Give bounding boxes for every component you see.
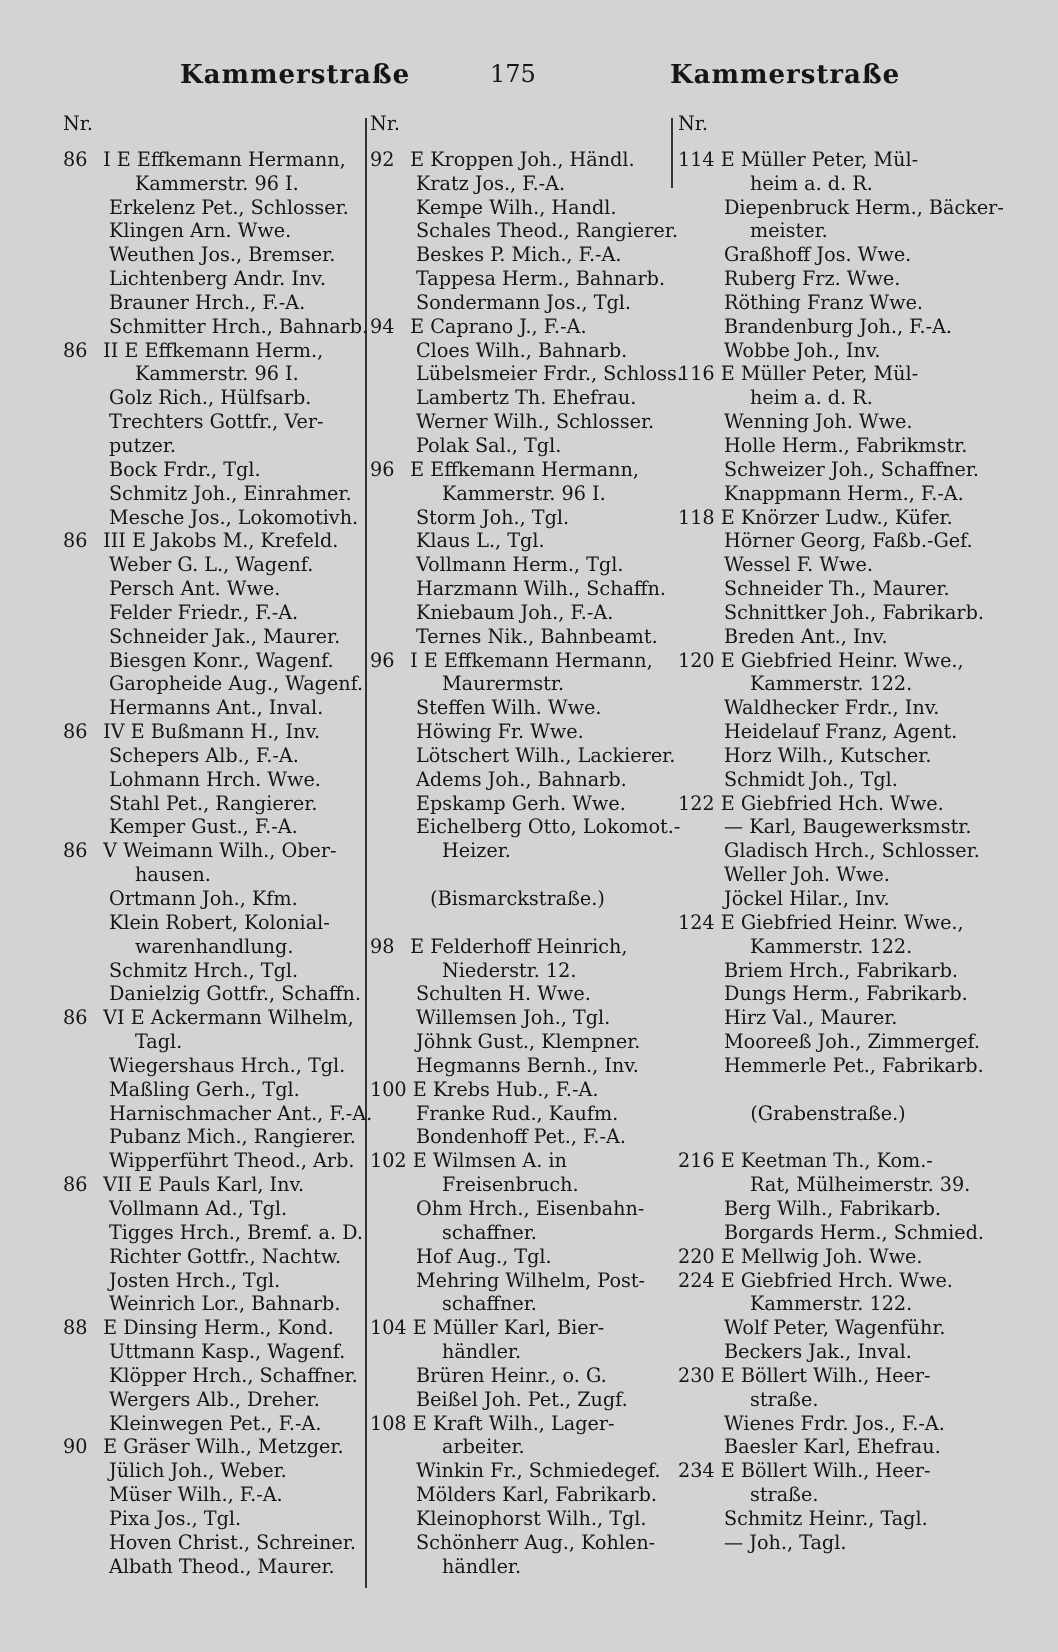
resident-entry: — Karl, Baugewerksmstr.	[724, 815, 972, 839]
resident-entry: Hof Aug., Tgl.	[416, 1244, 552, 1268]
resident-entry: Josten Hrch., Tgl.	[109, 1268, 281, 1292]
resident-entry: Pixa Jos., Tgl.	[109, 1506, 242, 1530]
resident-entry: Wergers Alb., Dreher.	[109, 1387, 320, 1411]
resident-entry: Berg Wilh., Fabrikarb.	[724, 1196, 941, 1220]
continuation-line: schaffner.	[442, 1220, 537, 1244]
resident-entry: — Joh., Tagl.	[724, 1530, 847, 1554]
resident-entry: Wessel F. Wwe.	[724, 553, 873, 577]
house-entry	[63, 720, 358, 744]
column-head-nr: Nr.	[678, 112, 708, 135]
resident-entry: Kleinophorst Wilh., Tgl.	[416, 1506, 647, 1530]
running-head-left: Kammerstraße	[180, 60, 411, 90]
resident-entry: Hirz Val., Maurer.	[724, 1006, 898, 1030]
resident-entry: Graßhoff Jos. Wwe.	[724, 243, 912, 267]
resident-entry: Golz Rich., Hülfsarb.	[109, 386, 312, 410]
entry-text: E Böllert Wilh., Heer-	[720, 1459, 931, 1483]
entry-text: E Giebfried Hrch. Wwe.	[720, 1268, 953, 1292]
continuation-line: heim a. d. R.	[750, 171, 873, 195]
house-number: 96	[370, 648, 395, 672]
resident-entry: Cloes Wilh., Bahnarb.	[416, 338, 628, 362]
house-entry	[678, 1459, 978, 1483]
resident-entry: Eichelberg Otto, Lokomot.-	[416, 815, 681, 839]
resident-entry: Schepers Alb., F.-A.	[109, 743, 299, 767]
house-number: 86	[63, 338, 88, 362]
resident-entry: Kempe Wilh., Handl.	[416, 195, 617, 219]
resident-entry: Ortmann Joh., Kfm.	[109, 887, 298, 910]
entry-text: III E Jakobs M., Krefeld.	[103, 529, 339, 553]
resident-entry: Kemper Gust., F.-A.	[109, 815, 298, 839]
resident-entry: Mölders Karl, Fabrikarb.	[416, 1483, 658, 1507]
resident-entry: Lübelsmeier Frdr., Schloss.	[416, 362, 683, 386]
entry-text: E Kraft Wilh., Lager-	[412, 1411, 615, 1435]
continuation-line: Rat, Mülheimerstr. 39.	[750, 1173, 971, 1197]
resident-entry: Felder Friedr., F.-A.	[109, 600, 299, 624]
section-heading: (Grabenstraße.)	[750, 1101, 906, 1125]
entry-text: E Keetman Th., Kom.-	[720, 1149, 933, 1173]
house-entry	[63, 1316, 358, 1340]
resident-entry: Hemmerle Pet., Fabrikarb.	[724, 1053, 984, 1077]
resident-entry: Horz Wilh., Kutscher.	[724, 743, 932, 767]
continuation-line: Kammerstr. 122.	[750, 934, 913, 958]
entry-text: E Effkemann Hermann,	[410, 457, 639, 481]
house-entry	[370, 1316, 665, 1340]
continuation-line: meister.	[750, 219, 828, 243]
resident-entry: Wolf Peter, Wagenführ.	[724, 1316, 946, 1340]
resident-entry: Schmitter Hrch., Bahnarb.	[109, 314, 369, 338]
resident-entry: Trechters Gottfr., Ver-	[109, 410, 324, 434]
resident-entry: Hörner Georg, Faßb.-Gef.	[724, 529, 973, 553]
house-number: 86	[63, 529, 88, 553]
resident-entry: Schönherr Aug., Kohlen-	[416, 1530, 656, 1554]
entry-text: E Mellwig Joh. Wwe.	[720, 1244, 923, 1268]
resident-entry: Ohm Hrch., Eisenbahn-	[416, 1196, 645, 1220]
entry-text: E Müller Peter, Mül-	[720, 147, 919, 171]
entry-text: E Wilmsen A. in	[412, 1149, 567, 1173]
house-entry	[63, 529, 358, 553]
resident-entry: Pubanz Mich., Rangierer.	[109, 1125, 356, 1149]
resident-entry: Klöpper Hrch., Schaffner.	[109, 1363, 358, 1387]
entry-text: E Böllert Wilh., Heer-	[720, 1363, 931, 1387]
house-entry	[63, 148, 358, 172]
continuation-line: Kammerstr. 96 I.	[135, 362, 299, 386]
house-number: 94	[370, 314, 395, 338]
house-number: 216	[678, 1149, 715, 1173]
continuation-line: warenhandlung.	[135, 934, 294, 958]
resident-entry: Knappmann Herm., F.-A.	[724, 481, 964, 505]
resident-entry: Borgards Herm., Schmied.	[724, 1220, 985, 1244]
resident-entry: Schmitz Joh., Einrahmer.	[109, 481, 352, 505]
spacer	[678, 1078, 978, 1102]
resident-entry: Waldhecker Frdr., Inv.	[724, 696, 940, 720]
resident-entry: Wipperführt Theod., Arb.	[109, 1149, 355, 1173]
continuation-line: Kammerstr. 96 I.	[135, 171, 299, 195]
entry-text: E Müller Peter, Mül-	[720, 362, 919, 386]
house-entry	[63, 839, 358, 863]
continuation-line: händler.	[442, 1554, 522, 1578]
resident-entry: Röthing Franz Wwe.	[724, 290, 924, 314]
resident-entry: Breden Ant., Inv.	[724, 624, 888, 648]
resident-entry: Briem Hrch., Fabrikarb.	[724, 958, 959, 982]
column-3	[678, 112, 1004, 1555]
resident-entry: Brauner Hrch., F.-A.	[109, 290, 306, 314]
entry-text: E Giebfried Heinr. Wwe.,	[720, 910, 964, 934]
entry-text: E Giebfried Hch. Wwe.	[720, 791, 944, 815]
entry-text: I E Effkemann Hermann,	[103, 147, 346, 171]
resident-entry: Hegmanns Bernh., Inv.	[416, 1053, 639, 1077]
house-entry	[370, 458, 665, 482]
resident-entry: Willemsen Joh., Tgl.	[416, 1006, 611, 1030]
resident-entry: Weber G. L., Wagenf.	[109, 553, 314, 577]
house-entry	[370, 649, 665, 673]
resident-entry: Heidelauf Franz, Agent.	[724, 720, 958, 744]
resident-entry: Ruberg Frz. Wwe.	[724, 267, 901, 291]
resident-entry: Adems Joh., Bahnarb.	[416, 767, 627, 791]
column-head-nr: Nr.	[370, 112, 400, 135]
resident-entry: Wobbe Joh., Inv.	[724, 338, 881, 362]
resident-entry: Polak Sal., Tgl.	[416, 433, 562, 457]
house-number: 98	[370, 934, 395, 958]
column-divider-2	[671, 118, 673, 188]
continuation-line: Heizer.	[442, 839, 511, 863]
resident-entry: Harnischmacher Ant., F.-A.	[109, 1101, 373, 1125]
house-number: 90	[63, 1435, 88, 1459]
spacer	[370, 863, 665, 887]
resident-entry: Kleinwegen Pet., F.-A.	[109, 1411, 322, 1435]
house-number: 86	[63, 147, 88, 171]
continuation-line: Kammerstr. 122.	[750, 1292, 913, 1316]
entry-text: E Dinsing Herm., Kond.	[103, 1316, 334, 1340]
resident-entry: Kratz Jos., F.-A.	[416, 171, 566, 195]
resident-entry: Schales Theod., Rangierer.	[416, 219, 678, 243]
entry-text: VI E Ackermann Wilhelm,	[103, 1006, 354, 1030]
continuation-line: heim a. d. R.	[750, 386, 873, 410]
resident-entry: Schneider Jak., Maurer.	[109, 624, 341, 648]
resident-entry: Garopheide Aug., Wagenf.	[109, 672, 364, 696]
entry-text: E Caprano J., F.-A.	[410, 314, 587, 338]
entry-text: II E Effkemann Herm.,	[103, 338, 324, 362]
resident-entry: Schweizer Joh., Schaffner.	[724, 457, 979, 481]
resident-entry: Weller Joh. Wwe.	[724, 863, 890, 887]
continuation-line: Maurermstr.	[442, 672, 565, 696]
entry-text: E Müller Karl, Bier-	[412, 1316, 605, 1340]
resident-entry: Kniebaum Joh., F.-A.	[416, 600, 614, 624]
entry-text: E Felderhoff Heinrich,	[410, 934, 628, 958]
house-entry	[370, 1149, 665, 1173]
resident-entry: Dungs Herm., Fabrikarb.	[724, 982, 968, 1006]
resident-entry: Wiegershaus Hrch., Tgl.	[109, 1053, 346, 1077]
house-entry	[678, 148, 978, 172]
house-number: 114	[678, 147, 715, 171]
continuation-line: Kammerstr. 96 I.	[442, 481, 606, 505]
resident-entry: Schnittker Joh., Fabrikarb.	[724, 600, 984, 624]
continuation-line: straße.	[750, 1387, 819, 1411]
resident-entry: Baesler Karl, Ehefrau.	[724, 1435, 941, 1459]
house-number: 220	[678, 1244, 715, 1268]
house-entry	[678, 1149, 978, 1173]
resident-entry: Maßling Gerh., Tgl.	[109, 1077, 300, 1101]
house-entry	[678, 911, 978, 935]
spacer	[678, 1125, 978, 1149]
resident-entry: Beskes P. Mich., F.-A.	[416, 243, 622, 267]
resident-entry: Harzmann Wilh., Schaffn.	[416, 577, 666, 601]
page-number: 175	[490, 60, 536, 88]
column-head-nr: Nr.	[63, 112, 93, 135]
house-entry	[370, 1078, 665, 1102]
house-number: 96	[370, 457, 395, 481]
page-header	[180, 56, 1040, 96]
column-1	[63, 112, 373, 1578]
house-entry	[678, 1245, 978, 1269]
continuation-line: hausen.	[135, 863, 211, 887]
continuation-line: händler.	[442, 1340, 522, 1364]
entry-text: VII E Pauls Karl, Inv.	[103, 1173, 305, 1197]
resident-entry: Mooreeß Joh., Zimmergef.	[724, 1030, 980, 1054]
resident-entry: Jülich Joh., Weber.	[109, 1459, 287, 1483]
resident-entry: Wenning Joh. Wwe.	[724, 410, 913, 434]
resident-entry: Schmitz Heinr., Tagl.	[724, 1506, 928, 1530]
continuation-line: Niederstr. 12.	[442, 958, 577, 982]
house-entry	[678, 1269, 978, 1293]
section-heading: (Bismarckstraße.)	[430, 887, 605, 910]
resident-entry: Jöckel Hilar., Inv.	[724, 887, 890, 910]
house-entry	[370, 1412, 665, 1436]
house-entry	[678, 649, 978, 673]
resident-entry: Brandenburg Joh., F.-A.	[724, 314, 953, 338]
resident-entry: Werner Wilh., Schlosser.	[416, 410, 655, 434]
resident-entry: Persch Ant. Wwe.	[109, 577, 281, 601]
house-number: 120	[678, 648, 715, 672]
resident-entry: Wienes Frdr. Jos., F.-A.	[724, 1411, 945, 1435]
house-entry	[63, 339, 358, 363]
resident-entry: Holle Herm., Fabrikmstr.	[724, 433, 968, 457]
resident-entry: Franke Rud., Kaufm.	[416, 1101, 619, 1125]
resident-entry: Biesgen Konr., Wagenf.	[109, 648, 334, 672]
resident-entry: Mehring Wilhelm, Post-	[416, 1268, 646, 1292]
continuation-line: arbeiter.	[442, 1435, 525, 1459]
entry-text: E Gräser Wilh., Metzger.	[103, 1435, 344, 1459]
resident-entry: Brüren Heinr., o. G.	[416, 1363, 607, 1387]
resident-entry: Hoven Christ., Schreiner.	[109, 1530, 356, 1554]
house-number: 116	[678, 362, 715, 386]
resident-entry: Beckers Jak., Inval.	[724, 1340, 912, 1364]
resident-entry: Beißel Joh. Pet., Zugf.	[416, 1387, 628, 1411]
entry-text: I E Effkemann Hermann,	[410, 648, 653, 672]
resident-entry: Gladisch Hrch., Schlosser.	[724, 839, 980, 863]
resident-entry: Hermanns Ant., Inval.	[109, 696, 324, 720]
resident-entry: Schulten H. Wwe.	[416, 982, 591, 1006]
house-number: 86	[63, 720, 88, 744]
resident-entry: Storm Joh., Tgl.	[416, 505, 570, 529]
house-entry	[678, 1364, 978, 1388]
resident-entry: Weuthen Jos., Bremser.	[109, 243, 336, 267]
continuation-line: Freisenbruch.	[442, 1173, 579, 1197]
house-entry	[678, 792, 978, 816]
continuation-line: straße.	[750, 1483, 819, 1507]
resident-entry: Tappesa Herm., Bahnarb.	[416, 267, 666, 291]
resident-entry: Uttmann Kasp., Wagenf.	[109, 1340, 346, 1364]
house-number: 88	[63, 1316, 88, 1340]
house-entry	[678, 506, 978, 530]
resident-entry: Jöhnk Gust., Klempner.	[416, 1030, 641, 1054]
resident-entry: Müser Wilh., F.-A.	[109, 1483, 283, 1507]
house-number: 122	[678, 791, 715, 815]
entry-text: E Knörzer Ludw., Küfer.	[720, 505, 953, 529]
resident-entry: Schmitz Hrch., Tgl.	[109, 958, 299, 982]
resident-entry: Schneider Th., Maurer.	[724, 577, 950, 601]
resident-entry: putzer.	[109, 433, 176, 457]
entry-text: E Krebs Hub., F.-A.	[412, 1077, 599, 1101]
resident-entry: Mesche Jos., Lokomotivh.	[109, 505, 359, 529]
resident-entry: Epskamp Gerh. Wwe.	[416, 791, 626, 815]
resident-entry: Erkelenz Pet., Schlosser.	[109, 195, 349, 219]
running-head-right: Kammerstraße	[670, 60, 901, 90]
resident-entry: Tigges Hrch., Bremf. a. D.	[109, 1220, 363, 1244]
resident-entry: Bock Frdr., Tgl.	[109, 457, 261, 481]
entry-text: E Giebfried Heinr. Wwe.,	[720, 648, 964, 672]
resident-entry: Schmidt Joh., Tgl.	[724, 767, 898, 791]
resident-entry: Höwing Fr. Wwe.	[416, 720, 584, 744]
house-number: 230	[678, 1363, 715, 1387]
entry-text: E Kroppen Joh., Händl.	[410, 147, 635, 171]
resident-entry: Winkin Fr., Schmiedegef.	[416, 1459, 661, 1483]
house-number: 124	[678, 910, 715, 934]
column-2	[370, 112, 683, 1578]
resident-entry: Bondenhoff Pet., F.-A.	[416, 1125, 626, 1149]
entry-text: V Weimann Wilh., Ober-	[103, 839, 337, 863]
resident-entry: Lötschert Wilh., Lackierer.	[416, 743, 676, 767]
resident-entry: Vollmann Herm., Tgl.	[416, 553, 624, 577]
house-entry	[63, 1173, 358, 1197]
house-number: 102	[370, 1149, 407, 1173]
house-number: 100	[370, 1077, 407, 1101]
resident-entry: Albath Theod., Maurer.	[109, 1554, 335, 1578]
resident-entry: Danielzig Gottfr., Schaffn.	[109, 982, 361, 1006]
resident-entry: Ternes Nik., Bahnbeamt.	[416, 624, 658, 648]
house-number: 118	[678, 505, 715, 529]
house-entry	[678, 362, 978, 386]
house-entry	[63, 1435, 358, 1459]
house-entry	[370, 935, 665, 959]
resident-entry: Sondermann Jos., Tgl.	[416, 290, 632, 314]
house-number: 86	[63, 1173, 88, 1197]
resident-entry: Klingen Arn. Wwe.	[109, 219, 292, 243]
house-number: 86	[63, 1006, 88, 1030]
continuation-line: Tagl.	[135, 1030, 183, 1054]
resident-entry: Weinrich Lor., Bahnarb.	[109, 1292, 341, 1316]
resident-entry: Vollmann Ad., Tgl.	[109, 1196, 288, 1220]
house-number: 224	[678, 1268, 715, 1292]
resident-entry: Steffen Wilh. Wwe.	[416, 696, 602, 720]
continuation-line: Kammerstr. 122.	[750, 672, 913, 696]
house-number: 234	[678, 1459, 715, 1483]
resident-entry: Richter Gottfr., Nachtw.	[109, 1244, 342, 1268]
house-number: 104	[370, 1316, 407, 1340]
resident-entry: Lambertz Th. Ehefrau.	[416, 386, 637, 410]
resident-entry: Stahl Pet., Rangierer.	[109, 791, 318, 815]
spacer	[370, 911, 665, 935]
resident-entry: Lohmann Hrch. Wwe.	[109, 767, 321, 791]
house-entry	[63, 1006, 358, 1030]
resident-entry: Lichtenberg Andr. Inv.	[109, 267, 326, 291]
resident-entry: Diepenbruck Herm., Bäcker-	[724, 195, 1004, 219]
house-number: 86	[63, 839, 88, 863]
continuation-line: schaffner.	[442, 1292, 537, 1316]
entry-text: IV E Bußmann H., Inv.	[103, 720, 321, 744]
house-entry	[370, 148, 665, 172]
resident-entry: Klaus L., Tgl.	[416, 529, 545, 553]
resident-entry: Klein Robert, Kolonial-	[109, 910, 330, 934]
house-number: 108	[370, 1411, 407, 1435]
house-entry	[370, 315, 665, 339]
house-number: 92	[370, 147, 395, 171]
